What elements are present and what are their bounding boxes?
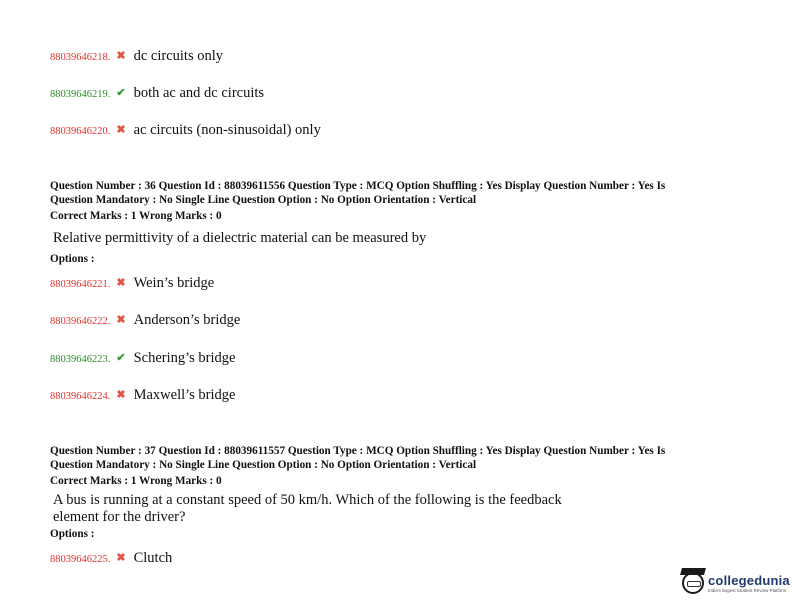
option-text: ac circuits (non-sinusoidal) only xyxy=(133,122,321,138)
logo-name: collegedunia xyxy=(708,573,790,588)
option-text: Maxwell’s bridge xyxy=(133,387,236,403)
question-line: element for the driver? xyxy=(53,509,186,525)
meta-line: Question Mandatory : No Single Line Question Option : No Option Orientation : Vertical xyxy=(50,193,477,206)
option-text: Wein’s bridge xyxy=(133,275,215,291)
option-text: Clutch xyxy=(133,550,173,566)
option-text: dc circuits only xyxy=(133,48,223,64)
collegedunia-logo xyxy=(682,572,790,594)
option-id: 88039646222. xyxy=(50,316,111,327)
option-text: Anderson’s bridge xyxy=(133,312,241,328)
logo-text xyxy=(708,573,790,593)
question-line: A bus is running at a constant speed of 50 km/h. Which of the following is the feedback xyxy=(53,492,562,508)
option-row xyxy=(50,550,172,567)
graduate-mascot-icon xyxy=(682,572,704,594)
wrong-mark-icon: ✖ xyxy=(116,388,126,401)
option-row xyxy=(50,350,235,367)
marks-line: Correct Marks : 1 Wrong Marks : 0 xyxy=(50,210,222,222)
option-row xyxy=(50,48,223,65)
option-text: both ac and dc circuits xyxy=(133,85,265,101)
option-id: 88039646224. xyxy=(50,391,111,402)
question-36-meta xyxy=(50,180,665,207)
option-row xyxy=(50,387,235,404)
logo-tagline: India's largest Student Review Platform xyxy=(708,588,787,593)
option-row xyxy=(50,122,321,139)
option-row xyxy=(50,312,240,329)
marks-line: Correct Marks : 1 Wrong Marks : 0 xyxy=(50,475,222,487)
question-37-meta xyxy=(50,445,665,472)
meta-line: Question Number : 36 Question Id : 88039611556 Question Type : MCQ Option Shuffling : Yes Display Question Number : Yes Is xyxy=(50,180,666,192)
wrong-mark-icon: ✖ xyxy=(116,123,126,136)
meta-line: Question Number : 37 Question Id : 88039611557 Question Type : MCQ Option Shuffling : Yes Display Question Number : Yes Is xyxy=(50,445,666,457)
options-label: Options : xyxy=(50,528,95,540)
question-text: Relative permittivity of a dielectric material can be measured by xyxy=(53,230,427,246)
option-row xyxy=(50,85,264,102)
wrong-mark-icon: ✖ xyxy=(116,49,126,62)
options-label: Options : xyxy=(50,253,95,265)
wrong-mark-icon: ✖ xyxy=(116,313,126,326)
option-text: Schering’s bridge xyxy=(133,350,236,366)
correct-mark-icon: ✔ xyxy=(116,351,126,364)
option-id: 88039646220. xyxy=(50,126,111,137)
wrong-mark-icon: ✖ xyxy=(116,276,126,289)
meta-line: Question Mandatory : No Single Line Question Option : No Option Orientation : Vertical xyxy=(50,458,477,471)
option-id: 88039646218. xyxy=(50,52,111,63)
option-id: 88039646223. xyxy=(50,354,111,365)
correct-mark-icon: ✔ xyxy=(116,86,126,99)
option-id: 88039646225. xyxy=(50,554,111,565)
option-row xyxy=(50,275,214,292)
question-text xyxy=(53,492,562,526)
wrong-mark-icon: ✖ xyxy=(116,551,126,564)
option-id: 88039646221. xyxy=(50,279,111,290)
option-id: 88039646219. xyxy=(50,89,111,100)
